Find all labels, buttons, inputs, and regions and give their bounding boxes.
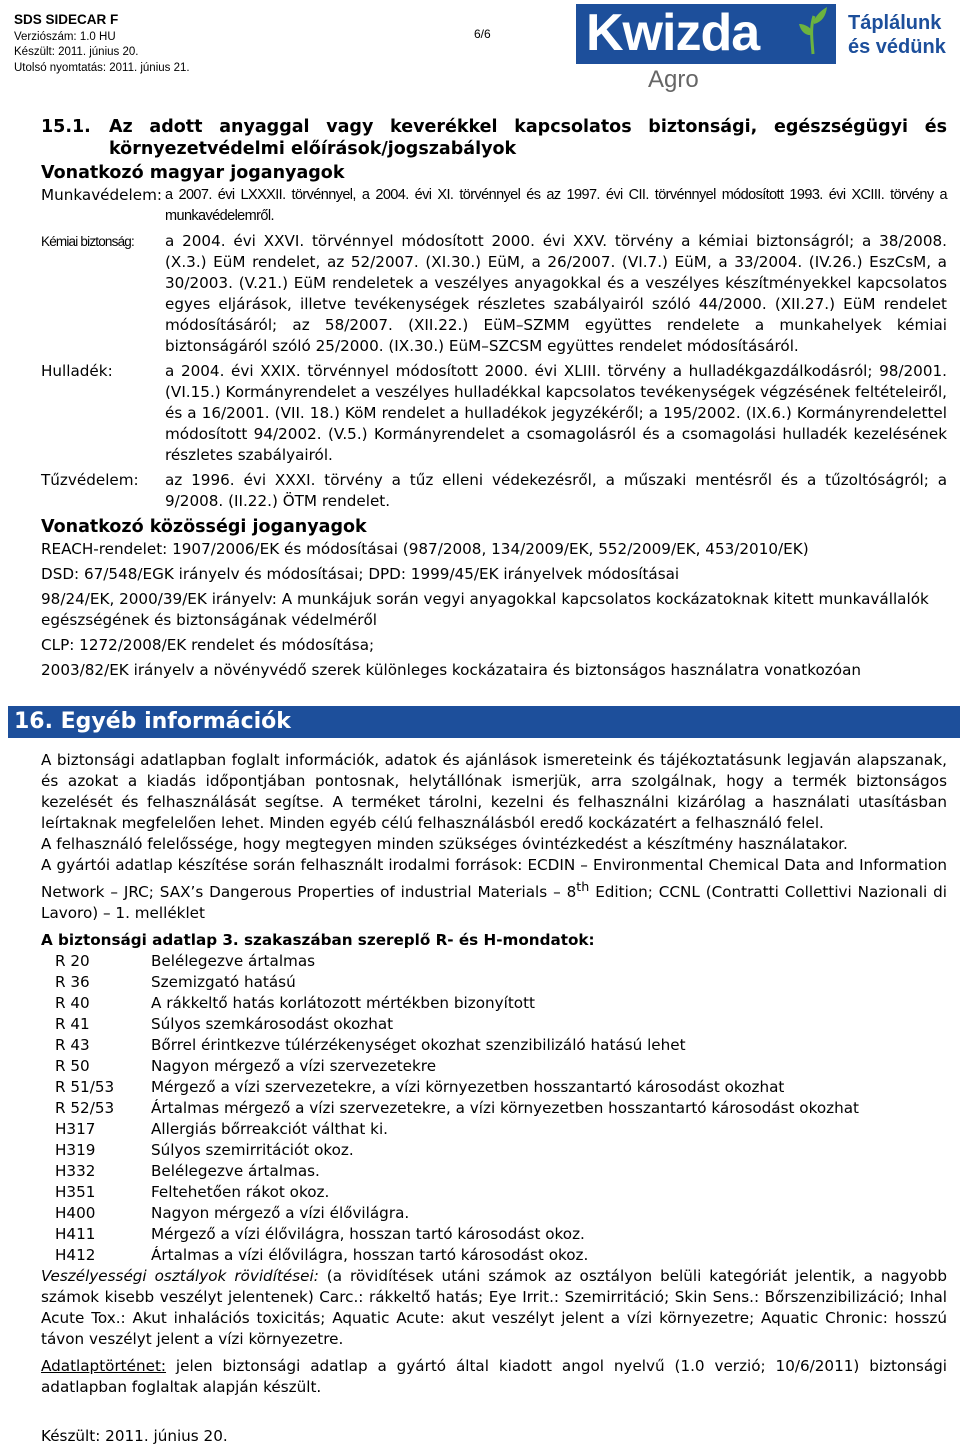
section-16-title: 16. Egyéb információk [14,709,291,734]
phrase-text: Belélegezve ártalmas. [151,1162,320,1181]
history-label: Adatlaptörténet: [41,1357,167,1376]
phrase-row [55,972,947,993]
abbreviations-text: (a rövidítések utáni számok az osztályon belüli kategóriát jelentik, a nagyobb számok kisebb veszélyt jelentenek) Carc.: rákkeltő hatás; Eye Irrit.: Szemirritáció; Skin Sens.: Bőrszenzibilizáció; Inhal Acute Tox.: Akut inhalációs toxicitás; Aquatic Acute: akut veszélyt jelent a vízi környezetre; Aquatic Chronic: hosszú távon veszélyt jelent a vízi környezetre. [41,1267,947,1349]
sources-paragraph [41,855,947,924]
eu-law-heading: Vonatkozó közösségi joganyagok [41,517,367,537]
phrase-text: Mérgező a vízi szervezetekre, a vízi környezetben hosszantartó károsodást okozhat [151,1078,785,1097]
row-label: Munkavédelem: [41,186,162,204]
phrase-list [55,951,947,1266]
phrase-text: Súlyos szemirritációt okoz. [151,1141,354,1160]
phrase-row [55,1098,947,1119]
phrase-text: Feltehetően rákot okoz. [151,1183,330,1202]
phrase-text: A rákkeltő hatás korlátozott mértékben bizonyított [151,994,535,1013]
phrase-text: Nagyon mérgező a vízi élővilágra. [151,1204,410,1223]
eu-line: DSD: 67/548/EGK irányelv és módosításai; DPD: 1999/45/EK irányelvek módosításai [41,565,680,583]
phrase-row [55,1140,947,1161]
abbreviations-label: Veszélyességi osztályok rövidítései: [41,1267,319,1286]
created-line: Készült: 2011. június 20. [14,46,139,58]
phrase-code: R 50 [55,1057,90,1076]
phrase-text: Ártalmas mérgező a vízi szervezetekre, a vízi környezetben hosszantartó károsodást okozhat [151,1099,859,1118]
rh-heading: A biztonsági adatlap 3. szakaszában szereplő R- és H-mondatok: [41,931,595,950]
phrase-code: R 36 [55,973,90,992]
phrase-row [55,1056,947,1077]
phrase-code: H332 [55,1162,96,1181]
row-label: Hulladék: [41,362,113,380]
phrase-code: H412 [55,1246,96,1265]
kwizda-logo [576,4,960,96]
section-number: 15.1. [41,117,91,137]
section-15-content [41,116,947,681]
tuzvedelem-row [41,470,947,512]
phrase-row [55,1077,947,1098]
eu-line: 2003/82/EK irányelv a növényvédő szerek különleges kockázataira és biztonságos használatra vonatkozóan [41,661,861,679]
phrase-code: R 43 [55,1036,90,1055]
phrase-row [55,1182,947,1203]
phrase-row [55,1161,947,1182]
phrase-code: H400 [55,1204,96,1223]
phrase-row [55,1224,947,1245]
row-label: Kémiai biztonság: [41,234,134,249]
sources-text: A gyártói adatlap készítése során felhasznált irodalmi források: ECDIN – Environmental Chemical Data and Information Network – JRC; SAX’s Dangerous Properties of industrial Materials – 8 [41,856,947,902]
row-text: az 1996. évi XXXI. törvény a tűz elleni védekezésről, a műszaki mentésről és a tűzoltóságról; a 9/2008. (II.22.) ÖTM rendelet. [165,471,947,510]
section-16-content [41,750,947,1398]
logo-brand-text: Kwizda [586,4,760,62]
phrase-text: Mérgező a vízi élővilágra, hosszan tartó károsodást okoz. [151,1225,585,1244]
phrase-row [55,993,947,1014]
phrase-text: Belélegezve ártalmas [151,952,316,971]
phrase-code: H317 [55,1120,96,1139]
phrase-row [55,1245,947,1266]
phrase-row [55,1203,947,1224]
phrase-text: Súlyos szemkárosodást okozhat [151,1015,394,1034]
info-paragraph: A felhasználó felelőssége, hogy megtegyen minden szükséges óvintézkedést a készítmény használatakor. [41,835,848,853]
history-paragraph [41,1356,947,1398]
row-text: a 2004. évi XXVI. törvénnyel módosított 2000. évi XXV. törvény a kémiai biztonságról; a 38/2008. (X.3.) EüM rendelet, az 52/2007. (XI.30.) EüM, a 26/2007. (VI.7.) EüM, a 33/2004. (IV.26.) EszCsM, a 30/2003. (V.21.) EüM rendeletek a veszélyes anyagokkal és a veszélyes készítményekkel kapcsolatos egyes eljárások, illetve tevékenységek részletes szabályairól szóló 44/2000. (XII.27.) EüM rendelet módosításáról; az 58/2007. (XII.22.) EüM–SZMM együttes rendelete a munkahelyek kémiai biztonságáról szóló 25/2000. (IX.30.) EüM–SZCSM együttes rendelet módosításáról. [165,232,947,355]
phrase-text: Szemizgató hatású [151,973,296,992]
product-title: SDS SIDECAR F [14,12,119,27]
phrase-code: H351 [55,1183,96,1202]
logo-brand-box [576,4,836,64]
section-16-banner [8,706,960,738]
phrase-code: H319 [55,1141,96,1160]
row-text: a 2007. évi LXXXII. törvénnyel, a 2004. évi XI. törvénnyel és az 1997. évi CII. törvénnyel módosított 1993. évi XCIII. törvény a munkavédelemről. [165,187,947,224]
row-label: Tűzvédelem: [41,471,139,489]
footer-created: Készült: 2011. június 20. [41,1427,228,1445]
page-number: 6/6 [474,27,491,41]
eu-line: CLP: 1272/2008/EK rendelet és módosítása; [41,636,375,654]
munkavedelem-row [41,185,947,227]
phrase-row [55,1119,947,1140]
logo-agro-text: Agro [648,66,699,93]
kemiai-row [41,231,947,357]
logo-tagline-2: és védünk [848,36,946,58]
logo-tagline-1: Táplálunk [848,12,942,34]
eu-line: REACH-rendelet: 1907/2006/EK és módosításai (987/2008, 134/2009/EK, 552/2009/EK, 453/2010/EK) [41,540,809,558]
phrase-row [55,1035,947,1056]
phrase-text: Ártalmas a vízi élővilágra, hosszan tartó károsodást okoz. [151,1246,589,1265]
phrase-row [55,1014,947,1035]
phrase-code: R 40 [55,994,90,1013]
sources-text-end: Edition; CCNL (Contratti Collettivi Nazionali di Lavoro) – 1. melléklet [41,883,947,923]
phrase-text: Bőrrel érintkezve túlérzékenységet okozhat szenzibilizáló hatású lehet [151,1036,686,1055]
abbreviations-paragraph [41,1266,947,1350]
sources-superscript: th [576,879,590,894]
row-text: a 2004. évi XXIX. törvénnyel módosított 2000. évi XLIII. törvény a hulladékgazdálkodásról; 98/2001.(VI.15.) Kormányrendelet a veszélyes hulladékkal kapcsolatos tevékenységek végzésének feltételeiről, és a 16/2001. (VII. 18.) KöM rendelet a hulladékok jegyzékéről; a 195/2002. (IX.6.) Kormányrendelettel módosított 94/2002. (V.5.) Kormányrendelet a csomagolásról és a csomagolási hulladék kezelésének részletes szabályairól. [165,362,947,464]
phrase-code: H411 [55,1225,96,1244]
phrase-code: R 20 [55,952,90,971]
info-paragraph: A biztonsági adatlapban foglalt információk, adatok és ajánlások ismereteink és tájékoztatásunk legjaván alapszanak, és azokat a kiadás időpontjában pontosnak, helytállónak ismerjük, arra szolgálnak, hogy a termék biztonságos kezelését és felhasználását segítse. A terméket tárolni, kezelni és felhasználni kizárólag a használati utasításban leírtaknak megfelelően lehet. Minden egyéb célú felhasználásból eredő kockázatért a felhasználó felel. [41,751,947,832]
phrase-text: Nagyon mérgező a vízi szervezetekre [151,1057,437,1076]
hulladek-row [41,361,947,466]
phrase-code: R 41 [55,1015,90,1034]
section-title: Az adott anyaggal vagy keverékkel kapcsolatos biztonsági, egészségügyi és környezetvédelmi előírások/jogszabályok [109,117,947,159]
document-header [14,12,190,76]
section-15-1-heading [41,116,947,160]
phrase-code: R 52/53 [55,1099,115,1118]
phrase-row [55,951,947,972]
version-line: Verziószám: 1.0 HU [14,30,116,43]
history-text: jelen biztonsági adatlap a gyártó által kiadott angol nyelvű (1.0 verzió; 10/6/2011) biztonsági adatlapban foglaltak alapján készült. [41,1357,947,1397]
phrase-text: Allergiás bőrreakciót válthat ki. [151,1120,388,1139]
printed-line: Utolsó nyomtatás: 2011. június 21. [14,61,190,74]
leaf-icon [798,6,828,56]
phrase-code: R 51/53 [55,1078,115,1097]
hu-law-heading: Vonatkozó magyar joganyagok [41,163,345,183]
eu-line: 98/24/EK, 2000/39/EK irányelv: A munkájuk során vegyi anyagokkal kapcsolatos kockázatoknak kitett munkavállalók egészségének és biztonságának védelméről [41,590,929,629]
